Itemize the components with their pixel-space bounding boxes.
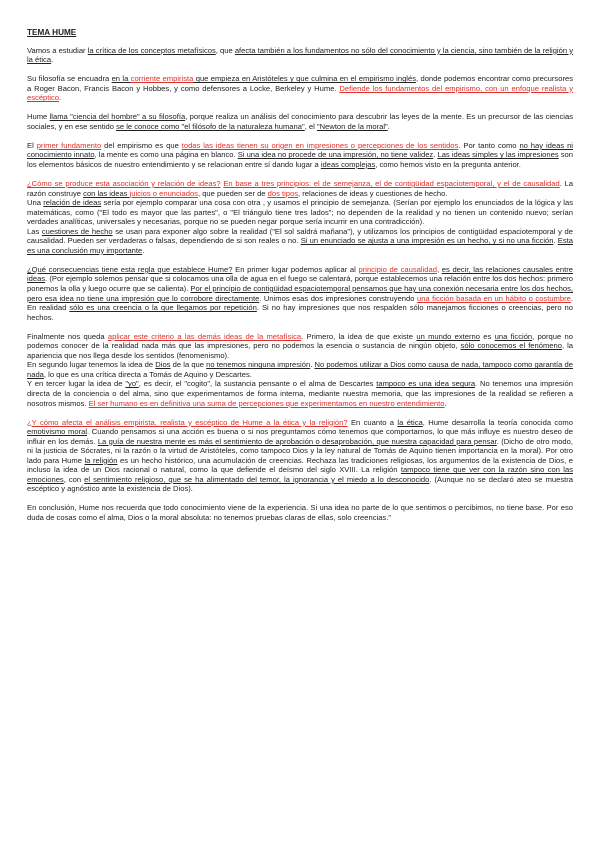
body-text: . (Aunque no se declaró ateo se muestra escéptico y agnóstico ante la existencia de Dios).	[27, 474, 573, 494]
paragraph-first-foundation	[27, 141, 573, 170]
highlighted-text: en la	[111, 74, 131, 84]
paragraph-matters-of-fact	[27, 227, 573, 256]
body-text: , relaciones de ideas y cuestiones de hecho.	[298, 188, 448, 198]
highlighted-text: No podemos utilizar a Dios como causa de nada, tampoco como garantía de nada	[27, 360, 573, 379]
highlighted-text: sólo es una creencia o la que llegamos por repetición	[69, 303, 257, 313]
body-text: Hume	[27, 112, 50, 122]
body-text: es	[479, 331, 495, 341]
body-text: , es decir, el "cogito", la sustancia pensante o el alma de Descartes	[138, 379, 377, 389]
body-text: . Por tanto como	[458, 140, 520, 150]
body-text: .	[51, 55, 54, 65]
highlighted-text: se le conoce como "el filósofo de la naturaleza humana"	[116, 121, 305, 131]
body-text: .	[310, 360, 315, 370]
body-text: . Cuando pensamos si una acción es buena o si nos preguntamos cómo tenemos que comportarnos, lo que más influye es nuestro deseo de influir en los demás.	[27, 427, 573, 446]
highlighted-text: principio de causalidad	[358, 264, 437, 274]
body-text: Y en tercer lugar la idea de	[27, 379, 126, 389]
body-text: , porque realiza un análisis del conocimiento para descubrir las leyes de la mente. Es un precursor de las ciencias sociales, y en ese sentido	[27, 112, 573, 131]
highlighted-text: la ética	[397, 417, 423, 427]
body-text: Finalmente nos queda	[27, 331, 108, 341]
highlighted-text: En base a tres principios: el de semejanza, el de contigüidad espaciotemporal, y el de causalidad	[223, 179, 560, 189]
body-text: , donde podemos encontrar como precursores a Roger Bacon, Francis Bacon y Hobbes, y como defensores a Locke, Berkeley y Hume.	[27, 74, 573, 93]
body-text: , porque no podemos conocer de la realidad nada más que las impresiones, pero no podemos la esencia o sustancia de ningún objeto,	[27, 331, 573, 351]
body-text: .	[553, 236, 558, 246]
paragraph-causality	[27, 265, 573, 322]
highlighted-text: Las ideas simples y las impresiones	[437, 150, 559, 160]
highlighted-text: emotivismo moral	[27, 427, 88, 437]
highlighted-text: una ficción basada en un hábito o costumbre	[416, 293, 571, 303]
highlighted-text: con las ideas	[83, 188, 130, 198]
highlighted-text: dos tipos	[267, 188, 299, 198]
body-text: . La razón construye	[27, 179, 573, 198]
highlighted-text: el sentimiento religioso, que se ha alimentado del temor, la ignorancia y el miedo a lo desconocido	[84, 474, 430, 484]
highlighted-text: que empieza en Aristóteles y que culmina en el empirismo inglés	[193, 74, 416, 84]
highlighted-text: una ficción	[494, 331, 533, 341]
highlighted-text: afecta también a los fundamentos no sólo del conocimiento y la ciencia, sino también de la religión y la ética	[27, 45, 574, 65]
body-text: , que	[215, 45, 235, 55]
body-text: . Primero, la idea de que existe	[301, 331, 417, 341]
paragraph-association	[27, 179, 573, 198]
body-text: del empirismo es que	[101, 140, 182, 150]
highlighted-text: ¿Qué consecuencias tiene esta regla que establece Hume?	[27, 264, 233, 274]
body-text: . (Por ejemplo solemos pensar que si colocamos una olla de agua en el fuego se calentará, porque establecemos una relación entre los dos hechos: primero ponemos la olla y luego ocurre que se calienta).	[27, 274, 573, 293]
highlighted-text: Dios	[155, 360, 171, 370]
body-text: . (Dicho de otro modo, ni la justicia de Sócrates, ni la razón o la virtud de Aristóteles, como tampoco Dios y la ley natural de Tomás de Aquino tienen importancia en la moral). Por otro lado para Hume	[27, 436, 573, 465]
highlighted-text: tampoco es una idea segura	[376, 379, 476, 389]
highlighted-text: la crítica de los conceptos metafísicos	[87, 45, 216, 55]
highlighted-text: sólo conocemos el fenómeno	[460, 341, 562, 351]
body-text: , la mente es como una página en blanco.	[94, 150, 238, 160]
highlighted-text: no hay ideas ni conocimiento innato	[27, 140, 573, 160]
body-text: En primer lugar podemos aplicar al	[232, 264, 359, 274]
highlighted-text: corriente empirista	[130, 74, 194, 84]
paragraph-relation-of-ideas	[27, 198, 573, 227]
highlighted-text: tampoco tiene que ver con la razón sino con las emociones	[27, 465, 573, 484]
body-text: es un hecho histórico, una acumulación de creencias. Rechaza las tradiciones religiosas, los argumentos de la existencia de Dios, e incluso la idea de un Dios racional o natural, como la que defiende el deísmo del siglo XVIII. La religión	[27, 455, 573, 475]
highlighted-text: primer fundamento	[36, 140, 102, 150]
body-text: , el	[304, 121, 317, 131]
body-text: ,	[436, 264, 442, 274]
body-text: , como hemos visto en la pregunta anterior.	[375, 159, 521, 169]
highlighted-text: llama "ciencia del hombre" a su filosofía	[49, 112, 186, 122]
body-text: , lo que es una crítica directa a Tomás de Aquino y Descartes.	[43, 369, 252, 379]
paragraph-god	[27, 360, 573, 379]
highlighted-text: no tenemos ninguna impresión	[206, 360, 311, 370]
body-text: .	[444, 398, 447, 408]
paragraph-conclusion	[27, 503, 573, 522]
paragraph-human-science	[27, 112, 573, 131]
highlighted-text: aplicar este criterio a las demás ideas de la metafísica	[107, 331, 302, 341]
body-text: .	[59, 93, 62, 103]
highlighted-text: es decir, las relaciones causales entre ideas	[27, 264, 573, 284]
body-text: Vamos a estudiar	[27, 45, 88, 55]
body-text: , la apariencia que nos llega desde los sentidos (fenomenismo).	[27, 341, 573, 360]
highlighted-text: La guía de nuestra mente es más el sentimiento de aprobación o desaprobación, que nuestra capacidad para pensar	[97, 436, 497, 446]
body-text: .	[433, 150, 438, 160]
paragraph-ethics-religion	[27, 418, 573, 494]
highlighted-text: juicios o enunciados	[129, 188, 198, 198]
body-text: . En realidad	[27, 293, 573, 313]
body-text: de la que	[170, 360, 207, 370]
body-text: Las	[27, 226, 42, 236]
highlighted-text: Si una idea no procede de una impresión, no tiene validez	[237, 150, 434, 160]
body-text: son los elementos básicos de nuestro entendimiento y se relacionan entre sí dando lugar a	[27, 150, 573, 169]
paragraph-intro	[27, 46, 573, 65]
highlighted-text: todas las ideas tienen su origen en impresiones o percepciones de los sentidos	[181, 140, 459, 150]
highlighted-text: la religión	[84, 455, 118, 465]
body-text: El	[27, 140, 37, 150]
highlighted-text: ¿Cómo se produce esta asociación y relación de ideas?	[27, 179, 221, 189]
body-text: .	[387, 121, 390, 131]
body-text: En segundo lugar tenemos la idea de	[27, 360, 156, 370]
body-text: Una	[27, 198, 44, 208]
paragraph-self	[27, 379, 573, 408]
body-text: En conclusión, Hume nos recuerda que todo conocimiento viene de la experiencia. Si una idea no parte de lo que sentimos o percibimos, no tiene base. Por eso duda de cosas como el alma, Dios o la moral absoluta: no tenemos pruebas claras de ellas, solo creencias."	[27, 503, 573, 522]
paragraph-empiricism	[27, 74, 573, 103]
paragraph-external-world	[27, 332, 573, 361]
document-title: TEMA HUME	[27, 28, 77, 37]
body-text: .	[142, 245, 145, 255]
highlighted-text: Esta es una conclusión muy importante	[27, 236, 573, 255]
body-text: sería por ejemplo comparar una cosa con otra , y usamos el principio de semejanza. (Serían por ejemplo los enunciados de la lógica y las matemáticas, como ("El todo es mayor que las partes", o "El triángulo tiene tres lados"; no dependen de la realidad y no tienen un contenido nuevo; serían verdades analíticas, universales y necesarias, porque no se pueden negar porque sería incurrir en una contradicción).	[27, 198, 573, 227]
highlighted-text: ¿Y cómo afecta el análisis empirista, realista y escéptico de Hume a la ética y la religión?	[27, 417, 348, 427]
body-text: En cuanto a	[347, 417, 398, 427]
highlighted-text: Defiende los fundamentos del empirismo, con un enfoque realista y escéptico	[27, 83, 573, 103]
highlighted-text: ideas complejas	[320, 159, 376, 169]
body-text: , con	[63, 474, 85, 484]
highlighted-text: relación de ideas	[43, 198, 102, 208]
body-text: Su filosofía se encuadra	[27, 74, 112, 84]
body-text: . No tenemos una impresión directa de la conciencia o del alma, sino que experimentamos de forma interna, mediante nuestra memoria, que las impresiones de la realidad se refieren a nosotros mismos.	[27, 379, 573, 408]
body-text: , Hume desarrolla la teoría conocida como	[422, 417, 573, 427]
body-text: , que pueden ser de	[197, 188, 268, 198]
body-text: . Unimos esas dos impresiones construyendo	[259, 293, 417, 303]
highlighted-text: El ser humano es en definitiva una suma de percepciones que experimentamos en nuestro entendimiento	[88, 398, 445, 408]
highlighted-text: Por el principio de contigüidad espaciotemporal pensamos que hay una conexión necesaria entre los dos hechos, pero esa idea no tiene una impresión que lo corrobore directamente	[27, 283, 573, 303]
body-text: . Si no hay impresiones que nos respalden sólo manejamos ficciones o creencias, pero no hechos.	[27, 303, 574, 322]
highlighted-text: cuestiones de hecho	[41, 226, 113, 236]
highlighted-text: Si un enunciado se ajusta a una impresión es un hecho, y si no una ficción	[300, 236, 554, 246]
highlighted-text: "Newton de la moral"	[316, 121, 388, 131]
highlighted-text: un mundo externo	[416, 331, 480, 341]
highlighted-text: "yo"	[125, 379, 139, 389]
body-text: se usan para exponer algo sobre la realidad ("El sol saldrá mañana"), y utilizamos los principios de contigüidad espaciotemporal y de causalidad. Pueden ser verdaderas o falsas, dependiendo de si son reales o no.	[27, 226, 573, 246]
